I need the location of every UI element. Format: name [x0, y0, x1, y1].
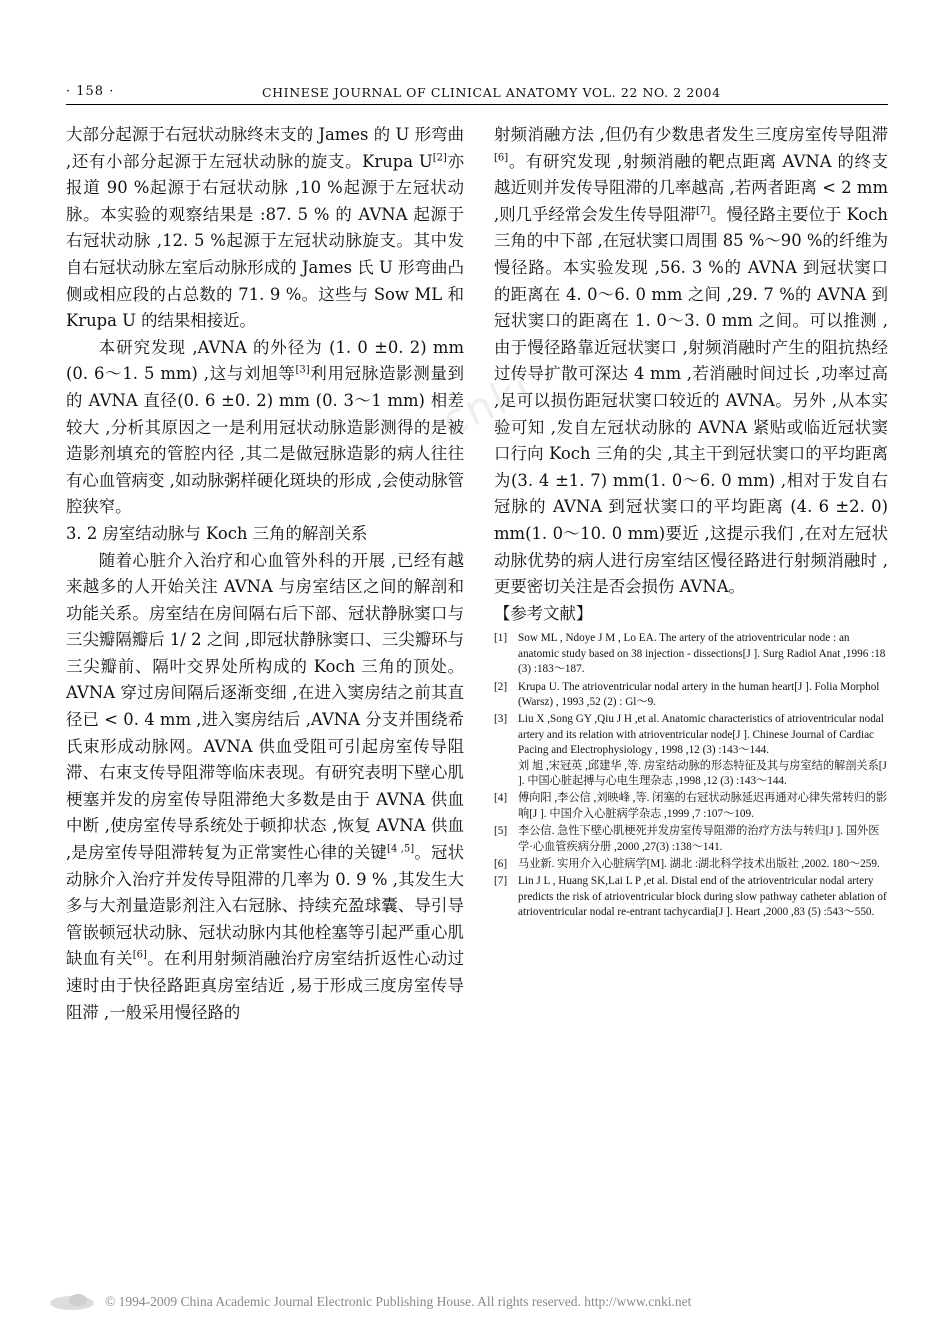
copyright-text: © 1994-2009 China Academic Journal Electronic Publishing House. All rights reserved. http://www.cnki.net: [105, 1294, 692, 1309]
reference-item: [2] Krupa U. The atrioventricular nodal artery in the human heart[J ]. Folia Morphol (Warsz) , 1993 ,52 (2) : Gl～9.: [494, 680, 880, 708]
reference-item: [4] 傅向阳 ,李公信 ,刘映峰 ,等. 闭塞的右冠状动脉延迟再通对心律失常转归的影响[J ]. 中国介入心脏病学杂志 ,1999 ,7 :107～109.: [494, 792, 888, 820]
publisher-logo-icon: [48, 1290, 96, 1312]
paragraph: 大部分起源于右冠状动脉终末支的 James 的 U 形弯曲 ,还有小部分起源于左冠状动脉的旋支。Krupa U[2]亦报道 90 %起源于右冠状动脉 ,10 %起源于左冠状动脉。本实验的观察结果是 :87. 5 % 的 AVNA 起源于右冠状动脉 ,12. 5 %起源于左冠状动脉旋支。其中发自右冠状动脉左室后动脉形成的 James 氏 U 形弯曲凸侧或相应段的占总数的 71. 9 %。这些与 Sow ML 和 Krupa U 的结果相接近。: [66, 125, 464, 331]
paragraph: 随着心脏介入治疗和心血管外科的开展 ,已经有越来越多的人开始关注 AVNA 与房室结区之间的解剖和功能关系。房室结在房间隔右后下部、冠状静脉窦口与三尖瓣隔瓣后 1/ 2 之间 ,即冠状静脉窦口、三尖瓣环与三尖瓣前、隔叶交界处所构成的 Koch 三角的顶处。AVNA 穿过房间隔后逐渐变细 ,在进入窦房结之前其直径已 < 0. 4 mm ,进入窦房结后 ,AVNA 分支并围绕希氏束形成动脉网。AVNA 供血受阻可引起房室传导阻滞、右束支传导阻滞等临床表现。有研究表明下壁心肌梗塞并发的房室传导阻滞绝大多数是由于 AVNA 供血中断 ,使房室传导系统处于顿抑状态 ,恢复 AVNA 供血 ,是房室传导阻滞转复为正常窦性心律的关键[4 ,5]。冠状动脉介入治疗并发传导阻滞的几率为 0. 9 % ,其发生大多与大剂量造影剂注入右冠脉、持续充盈球囊、导引导管嵌顿冠状动脉、冠状动脉内其他栓塞等引起严重心肌缺血有关[6]。在利用射频消融治疗房室结折返性心动过速时由于快径路距真房室结近 ,易于形成三度房室传导阻滞 ,一般采用慢径路的: [66, 550, 465, 1022]
running-header: [66, 82, 888, 105]
page-number: · 158 ·: [66, 84, 115, 99]
references-heading: 【参考文献】: [494, 603, 593, 623]
citation[interactable]: [7]: [696, 205, 711, 217]
right-column: [494, 122, 888, 923]
reference-item: [6] 马业新. 实用介入心脏病学[M]. 湖北 :湖北科学技术出版社 ,2002. 180～259.: [494, 857, 880, 870]
citation[interactable]: [6]: [494, 152, 509, 164]
citation[interactable]: [3]: [295, 364, 310, 376]
citation[interactable]: [4 ,5]: [387, 843, 415, 855]
reference-item: [3] Liu X ,Song GY ,Qiu J H ,et al. Anatomic characteristics of atrioventricular nodal artery and its relation with atrioventricular node[J ]. Chinese Journal of Cardiac Pacing and Electrophysiology , 1998 ,12 (3) :143～144. 刘 旭 ,宋冠英 ,邱建华 ,等. 房室结动脉的形态特征及其与房室结的解剖关系[J ]. 中国心脏起搏与心电生理杂志 ,1998 ,12 (3) :143～144.: [494, 713, 887, 787]
paragraph: 射频消融方法 ,但仍有少数患者发生三度房室传导阻滞[6]。有研究发现 ,射频消融的靶点距离 AVNA 的终支越近则并发传导阻滞的几率越高 ,若两者距离 < 2 mm ,则几乎经常会发生传导阻滞[7]。慢径路主要位于 Koch 三角的中下部 ,在冠状窦口周围 85 %～90 %的纤维为慢径路。本实验发现 ,56. 3 %的 AVNA 到冠状窦口的距离在 4. 0～6. 0 mm 之间 ,29. 7 %的 AVNA 到冠状窦口的距离在 1. 0～3. 0 mm 之间。可以推测 ,由于慢径路靠近冠状窦口 ,射频消融时产生的阻抗热经过传导扩散可深达 4 mm ,若消融时间过长 ,功率过高 ,足可以损伤距冠状窦口较近的 AVNA。另外 ,从本实验可知 ,发自左冠状动脉的 AVNA 紧贴或临近冠状窦口行向 Koch 三角的尖 ,其主干到冠状窦口的平均距离为(3. 4 ±1. 7) mm(1. 0～6. 0 mm) ,相对于发自右冠脉的 AVNA 到冠状窦口的平均距离 (4. 6 ±2. 0) mm(1. 0～10. 0 mm)要近 ,这提示我们 ,在对左冠状动脉优势的病人进行房室结区慢径路进行射频消融时 ,更要密切关注是否会损伤 AVNA。: [494, 125, 888, 597]
citation[interactable]: [2]: [432, 152, 447, 164]
journal-title: CHINESE JOURNAL OF CLINICAL ANATOMY VOL. 22 NO. 2 2004: [262, 85, 721, 100]
left-column: [66, 122, 464, 1026]
paragraph: 本研究发现 ,AVNA 的外径为 (1. 0 ±0. 2) mm (0. 6～1. 5 mm) ,这与刘旭等[3]利用冠脉造影测量到的 AVNA 直径(0. 6 ±0. 2) mm (0. 3～1 mm) 相差较大 ,分析其原因之一是利用冠状动脉造影测得的是被造影剂填充的管腔内径 ,其二是做冠脉造影的病人往往有心血管病变 ,如动脉粥样硬化斑块的形成 ,会使动脉管腔狭窄。: [66, 337, 465, 517]
section-heading: 3. 2 房室结动脉与 Koch 三角的解剖关系: [66, 523, 368, 543]
reference-item: [5] 李公信. 急性下壁心肌梗死并发房室传导阻滞的治疗方法与转归[J ]. 国外医学·心血管疾病分册 ,2000 ,27(3) :138～141.: [494, 825, 880, 853]
reference-item: [1] Sow ML , Ndoye J M , Lo EA. The artery of the atrioventricular node : an anatomic study based on 38 injection - dissections[J ]. Surg Radiol Anat ,1996 :18 (3) :183～187.: [494, 632, 886, 676]
watermark: cnki: [434, 363, 540, 446]
reference-item: [7] Lin J L , Huang SK,Lai L P ,et al. Distal end of the atrioventricular nodal artery predicts the risk of atrioventricular block during slow pathway catheter ablation of atrioventricular nodal re-entrant tachycardia[J ]. Heart ,2000 ,83 (5) :543～550.: [494, 875, 887, 919]
citation[interactable]: [6]: [132, 949, 147, 961]
reference-list: [494, 631, 888, 920]
